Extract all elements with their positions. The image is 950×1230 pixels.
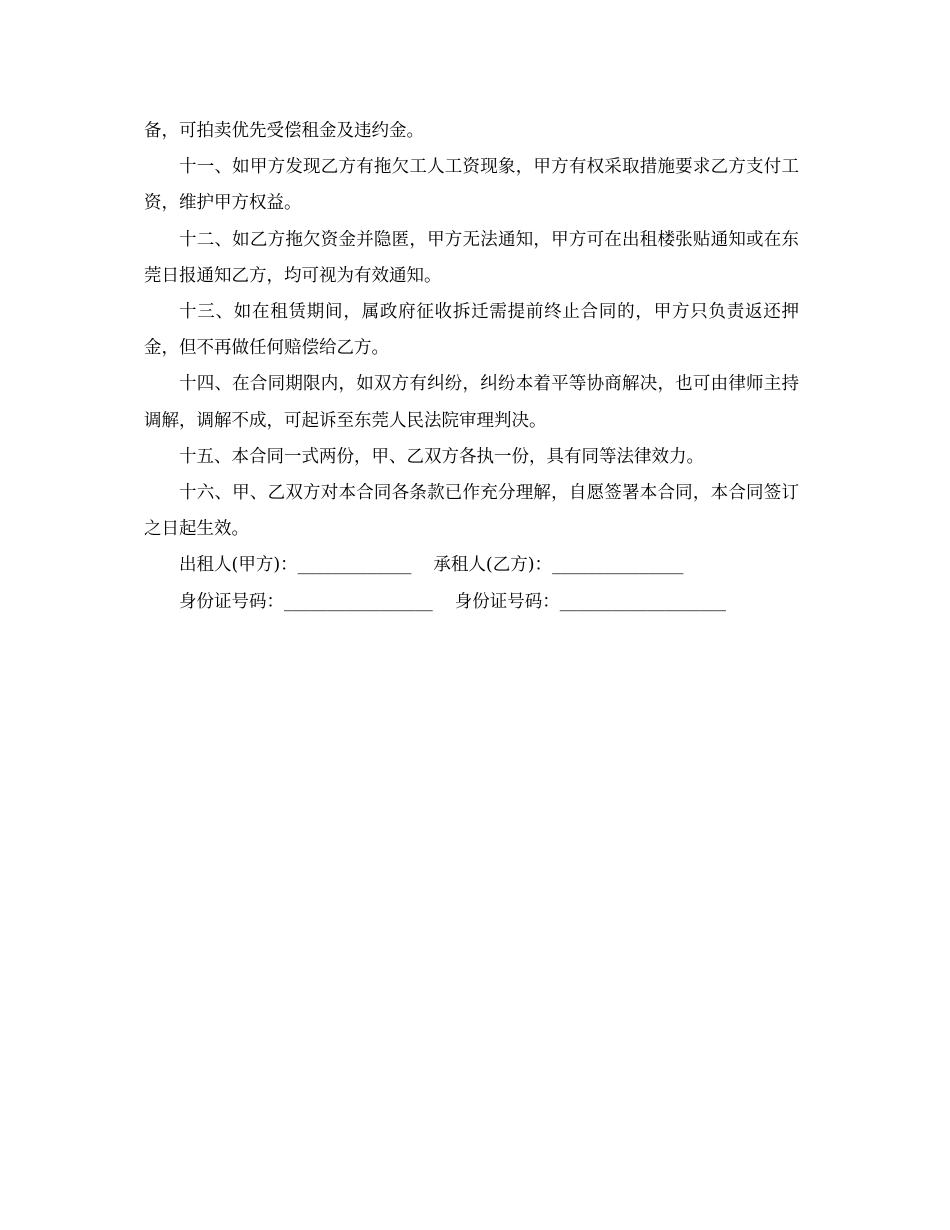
signature-row [144,547,799,583]
contract-body [144,113,799,620]
lessee-signature-blank: _______________ [552,555,684,576]
clause-16: 十六、甲、乙双方对本合同各条款已作充分理解，自愿签署本合同，本合同签订之日起生效。 [144,483,799,540]
clause-13: 十三、如在租赁期间，属政府征收拆迁需提前终止合同的，甲方只负责返还押金，但不再做任何赔偿给乙方。 [144,302,799,359]
clause-15: 十五、本合同一式两份，甲、乙双方各执一份，具有同等法律效力。 [179,446,704,467]
lessee-id-blank: ___________________ [559,591,726,612]
lessor-label: 出租人(甲方)： [179,555,298,576]
lessor-id-label: 身份证号码： [179,591,284,612]
lessee-label: 承租人(乙方)： [433,555,553,576]
clause-12: 十二、如乙方拖欠资金并隐匿，甲方无法通知，甲方可在出租楼张贴通知或在东莞日报通知乙方，均可视为有效通知。 [144,229,799,286]
lessee-id-label: 身份证号码： [454,591,560,612]
clause-14: 十四、在合同期限内，如双方有纠纷，纠纷本着平等协商解决，也可由律师主持调解，调解不成，可起诉至东莞人民法院审理判决。 [144,374,799,431]
clause-continuation: 备，可拍卖优先受偿租金及违约金。 [144,121,424,141]
id-number-row [144,584,799,620]
clause-11: 十一、如甲方发现乙方有拖欠工人工资现象，甲方有权采取措施要求乙方支付工资，维护甲方权益。 [144,157,799,214]
lessor-id-blank: _________________ [284,591,433,612]
lessor-signature-blank: _____________ [297,555,412,576]
